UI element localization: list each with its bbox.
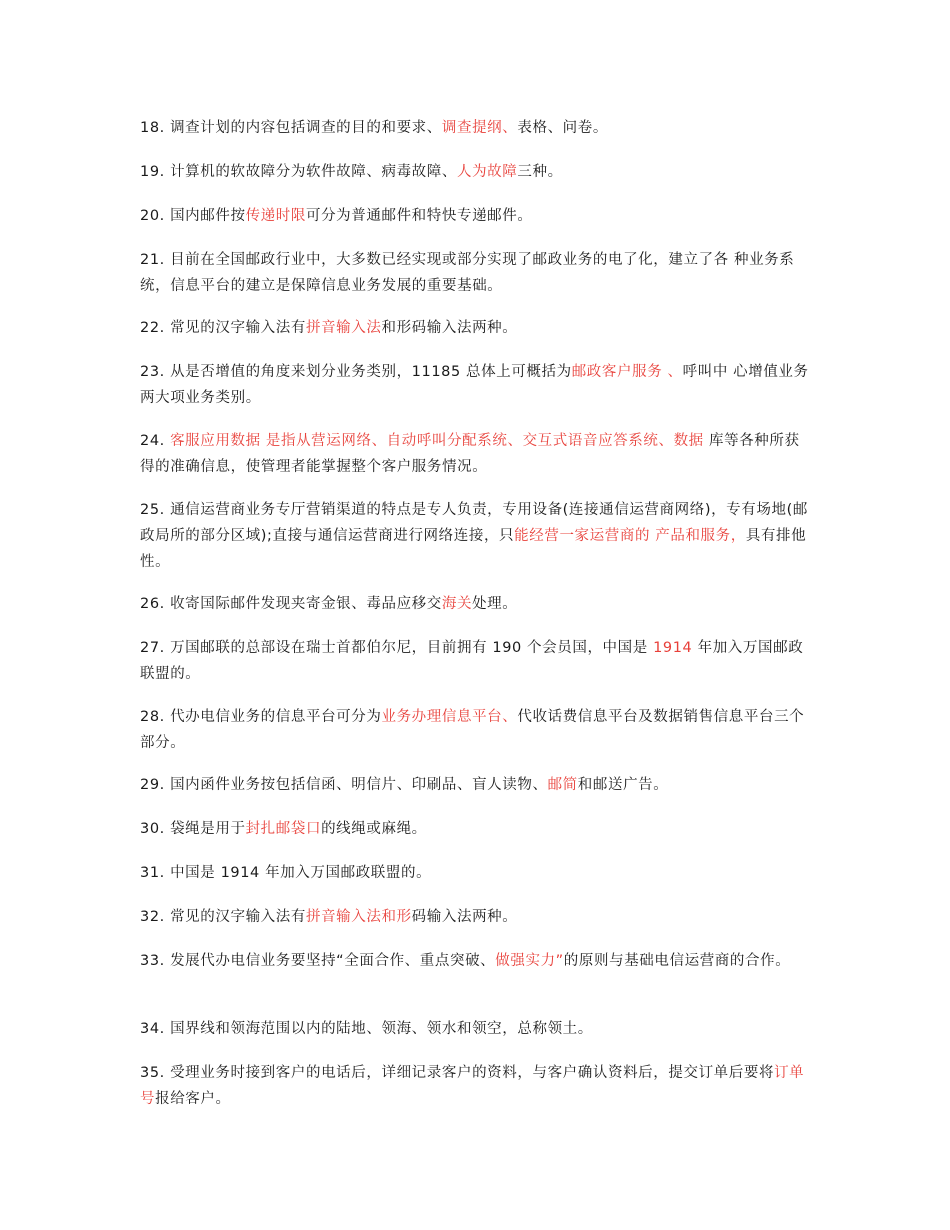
- answer-highlight: 做强实力”: [495, 953, 564, 969]
- question-text: 和邮送广告。: [577, 777, 669, 793]
- question-text: 35. 受理业务时接到客户的电话后，详细记录客户的资料，与客户确认资料后，提交订单后要将: [140, 1065, 775, 1081]
- question-31: [140, 860, 812, 886]
- question-text: 18. 调查计划的内容包括调查的目的和要求、: [140, 120, 442, 136]
- question-text: 22. 常见的汉字输入法有: [140, 320, 306, 336]
- answer-highlight: 1914: [653, 640, 693, 656]
- answer-highlight: 传递时限: [245, 208, 306, 224]
- question-text: 29. 国内函件业务按包括信函、明信片、印刷品、盲人读物、: [140, 777, 548, 793]
- question-text: 23. 从是否增值的角度来划分业务类别，11185 总体上可概括为: [140, 364, 572, 380]
- question-text: 24.: [140, 433, 171, 449]
- question-text: 码输入法两种。: [411, 909, 518, 925]
- question-25: [140, 497, 812, 575]
- answer-highlight: 调查提纲、: [441, 120, 518, 136]
- question-text: 处理。: [472, 596, 518, 612]
- question-32: [140, 904, 812, 930]
- answer-highlight: 人为故障: [456, 164, 518, 180]
- answer-highlight: 客服应用数据 是指从营运网络、自动呼叫分配系统、交互式语音应答系统、数据: [170, 433, 709, 449]
- answer-highlight: 业务办理信息平台、: [381, 709, 518, 725]
- question-34: [140, 1016, 812, 1042]
- answer-highlight: 拼音输入法: [305, 320, 382, 336]
- answer-highlight: 封扎邮袋口: [245, 821, 322, 837]
- question-text: 年加入万国邮政联盟的。: [140, 640, 804, 682]
- question-text: 表格、问卷。: [517, 120, 608, 136]
- question-22: [140, 315, 812, 341]
- question-26: [140, 591, 812, 617]
- question-text: 28. 代办电信业务的信息平台可分为: [140, 709, 382, 725]
- question-24: [140, 428, 812, 480]
- question-text: 20. 国内邮件按: [140, 208, 246, 224]
- question-text: 呼叫中 心增值业务两大项业务类别。: [140, 364, 809, 406]
- question-27: [140, 635, 812, 687]
- question-text: 库等各种所获得的准确信息，使管理者能掌握整个客户服务情况。: [140, 433, 800, 475]
- answer-highlight: 能经营一家运营商的 产品和服务，: [514, 528, 746, 544]
- question-21: [140, 247, 812, 299]
- question-text: 三种。: [517, 164, 563, 180]
- question-text: 33. 发展代办电信业务要坚持“全面合作、重点突破、: [140, 953, 496, 969]
- question-text: 报给客户。: [155, 1091, 231, 1107]
- question-text: 21. 目前在全国邮政行业中，大多数已经实现或部分实现了邮政业务的电了化，建立了各 种业务系统，信息平台的建立是保障信息业务发展的重要基础。: [140, 252, 795, 294]
- question-23: [140, 359, 812, 411]
- question-text: 34. 国界线和领海范围以内的陆地、领海、领水和领空，总称领土。: [140, 1021, 593, 1037]
- question-text: 19. 计算机的软故障分为软件故障、病毒故障、: [140, 164, 457, 180]
- question-text: 和形码输入法两种。: [381, 320, 518, 336]
- question-29: [140, 772, 812, 798]
- question-text: 32. 常见的汉字输入法有: [140, 909, 306, 925]
- question-30: [140, 816, 812, 842]
- answer-highlight: 拼音输入法和形: [305, 909, 412, 925]
- question-text: 具有排他性。: [140, 528, 807, 570]
- answer-highlight: 邮简: [547, 777, 578, 793]
- question-20: [140, 203, 812, 229]
- question-35: [140, 1060, 812, 1112]
- question-text: 26. 收寄国际邮件发现夹寄金银、毒品应移交: [140, 596, 442, 612]
- question-28: [140, 704, 812, 756]
- question-33: [140, 948, 812, 974]
- question-text: 可分为普通邮件和特快专递邮件。: [305, 208, 533, 224]
- question-text: 25. 通信运营商业务专厅营销渠道的特点是专人负责，专用设备(连接通信运营商网络)，专有场地(邮政局所的部分区域);直接与通信运营商进行网络连接，只: [140, 502, 808, 544]
- answer-highlight: 海关: [441, 596, 473, 612]
- answer-highlight: 订单号: [140, 1065, 805, 1107]
- question-text: 30. 袋绳是用于: [140, 821, 246, 837]
- answer-highlight: 邮政客户服务 、: [571, 364, 683, 380]
- question-text: 代收话费信息平台及数据销售信息平台三个部分。: [140, 709, 805, 751]
- question-text: 27. 万国邮联的总部设在瑞士首都伯尔尼，目前拥有 190 个会员国，中国是: [140, 640, 654, 656]
- question-text: 的线绳或麻绳。: [321, 821, 427, 837]
- question-18: [140, 115, 812, 141]
- question-text: 的原则与基础电信运营商的合作。: [563, 953, 791, 969]
- question-19: [140, 159, 812, 185]
- question-text: 31. 中国是 1914 年加入万国邮政联盟的。: [140, 865, 432, 881]
